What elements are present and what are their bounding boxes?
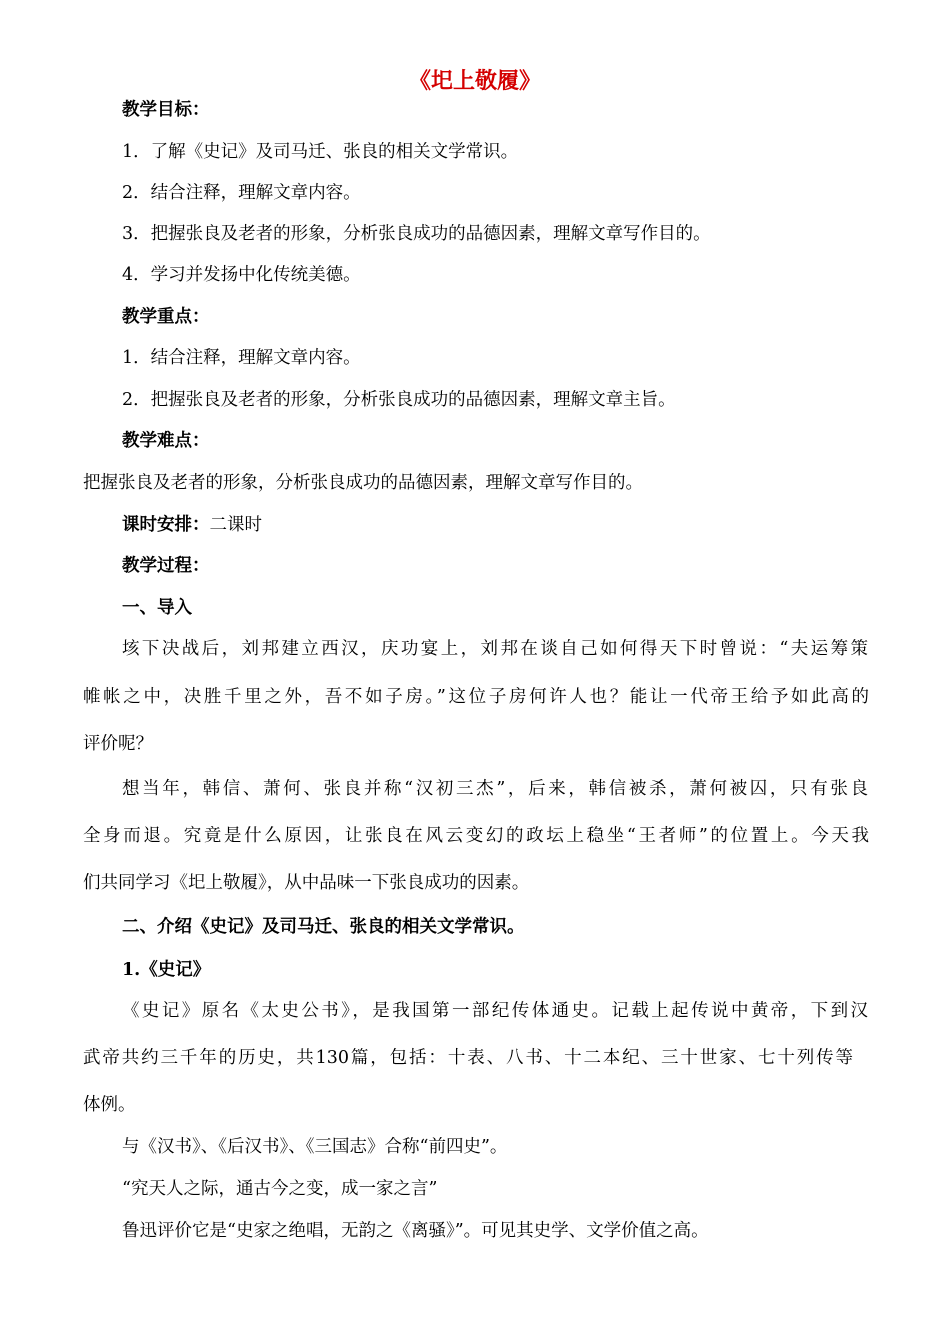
document-title: 《圯上敬履》 — [408, 68, 541, 94]
paragraph-line: 鲁迅评价它是“史家之绝唱，无韵之《离骚》”。可见其史学、文学价值之高。 — [122, 1221, 709, 1241]
difficulty-heading: 教学难点： — [122, 431, 210, 451]
section1-heading: 一、导入 — [122, 598, 192, 618]
paragraph-line: 《史记》原名《太史公书》，是我国第一部纪传体通史。记载上起传说中黄帝，下到汉 — [122, 1001, 868, 1021]
paragraph-line: 与《汉书》、《后汉书》、《三国志》合称“前四史”。 — [122, 1137, 508, 1157]
paragraph-line: 垓下决战后，刘邦建立西汉，庆功宴上，刘邦在谈自己如何得天下时曾说：“夫运筹策 — [122, 639, 868, 659]
paragraph-line: 们共同学习《圯上敬履》，从中品味一下张良成功的因素。 — [83, 873, 530, 893]
paragraph-line: 想当年，韩信、萧何、张良并称“汉初三杰”，后来，韩信被杀，萧何被囚，只有张良 — [122, 779, 868, 799]
key-points-heading: 教学重点： — [122, 307, 210, 327]
objective-item: 1．了解《史记》及司马迁、张良的相关文学常识。 — [122, 142, 519, 162]
paragraph-line: 体例。 — [83, 1095, 136, 1115]
objective-item: 4．学习并发扬中化传统美德。 — [122, 265, 361, 285]
section2-sub1-heading: 1.《史记》 — [122, 960, 211, 980]
schedule-label: 课时安排： — [122, 515, 210, 535]
key-point-item: 1．结合注释，理解文章内容。 — [122, 348, 361, 368]
objective-item: 3．把握张良及老者的形象，分析张良成功的品德因素，理解文章写作目的。 — [122, 224, 711, 244]
section2-heading: 二、介绍《史记》及司马迁、张良的相关文学常识。 — [122, 917, 525, 937]
paragraph-line: 评价呢？ — [83, 734, 153, 754]
quote-line: “究天人之际，通古今之变，成一家之言” — [122, 1179, 438, 1199]
objective-item: 2．结合注释，理解文章内容。 — [122, 183, 361, 203]
paragraph-line: 全身而退。究竟是什么原因，让张良在风云变幻的政坛上稳坐“王者师”的位置上。今天我 — [83, 826, 869, 846]
key-point-item: 2．把握张良及老者的形象，分析张良成功的品德因素，理解文章主旨。 — [122, 390, 676, 410]
paragraph-line: 帷帐之中，决胜千里之外，吾不如子房。”这位子房何许人也？能让一代帝王给予如此高的 — [83, 687, 869, 707]
schedule-value: 二课时 — [209, 515, 262, 535]
difficulty-text: 把握张良及老者的形象，分析张良成功的品德因素，理解文章写作目的。 — [83, 473, 643, 493]
objectives-heading: 教学目标： — [122, 100, 210, 120]
process-heading: 教学过程： — [122, 556, 210, 576]
schedule-line — [122, 511, 262, 539]
paragraph-line: 武帝共约三千年的历史，共130篇，包括：十表、八书、十二本纪、三十世家、七十列传等 — [83, 1048, 853, 1068]
